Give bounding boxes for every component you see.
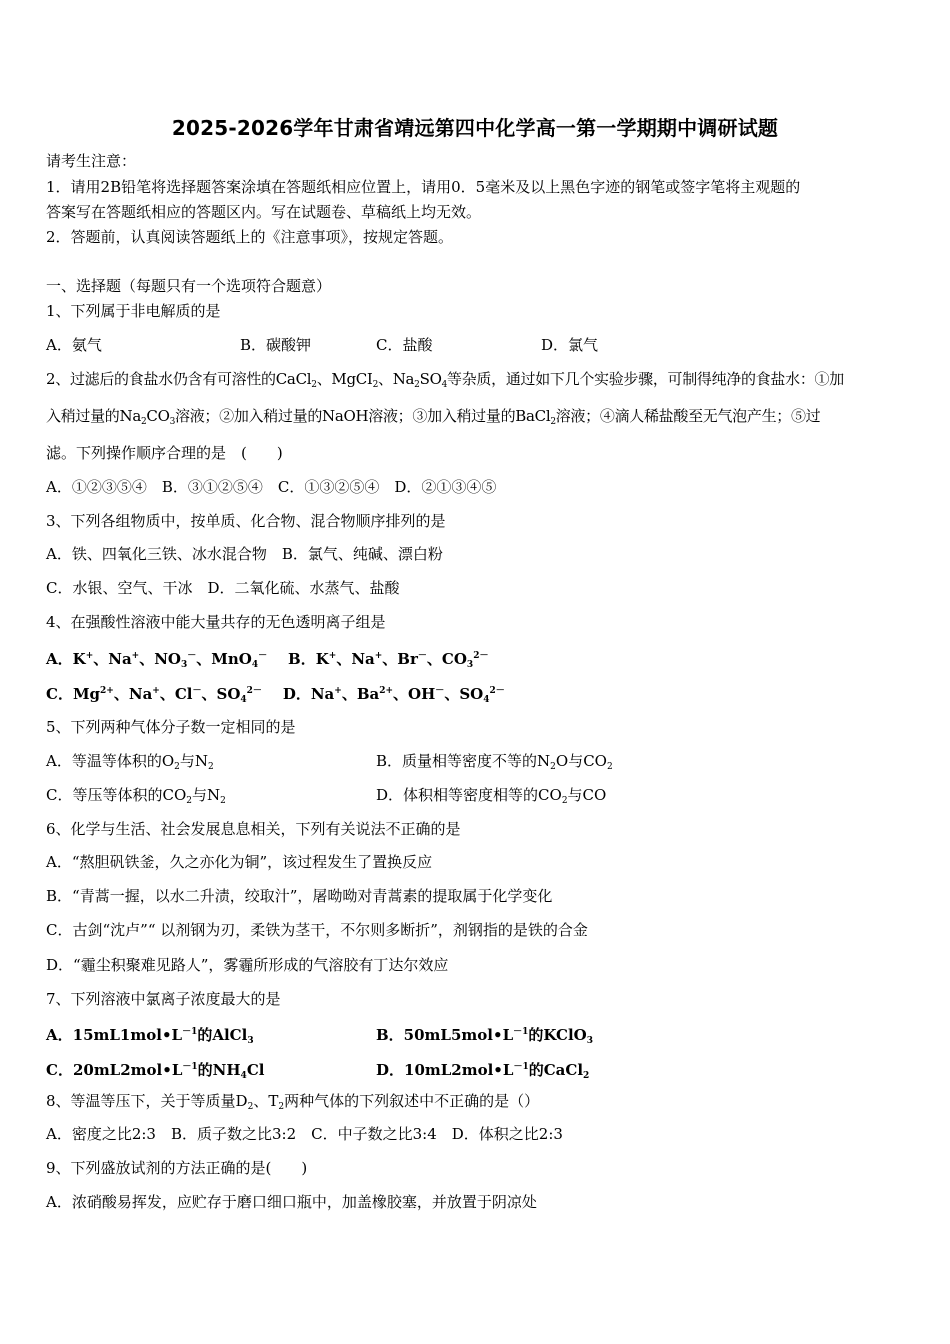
q7-option-b: B．$50mL5mol•L^{-1}$的KClO$_3$ [376,1026,593,1046]
q4-options-ab: A．K+、Na+、$NO_3^-$、MnO$_4$－ B．K+、Na+、Br－、$CO_3^{2-}$ [46,650,489,670]
q5-option-a: A．等温等体积的$O_2$与$N_2$ [46,752,214,772]
q2-stem-line-1: 2、过滤后的食盐水仍含有可溶性的CaCl$_2$、MgCI$_2$、$Na_2SO_4$等杂质，通过如下几个实验步骤，可制得纯净的食盐水：①加 [46,370,844,390]
q5-option-c: C．等压等体积的$CO_2$与$N_2$ [46,786,226,806]
notice-item-1a: 1．请用2B铅笔将选择题答案涂填在答题纸相应位置上，请用0．5毫米及以上黑色字迹的钢笔或签字笔将主观题的 [46,178,801,196]
section-heading: 一、选择题（每题只有一个选项符合题意） [46,277,332,295]
q8-stem: 8、等温等压下，关于等质量$D_2$、$T_2$两种气体的下列叙述中不正确的是（） [46,1092,540,1112]
q3-options-cd: C．水银、空气、干冰 D．二氧化硫、水蒸气、盐酸 [46,579,400,597]
q9-option-a: A．浓硝酸易挥发，应贮存于磨口细口瓶中，加盖橡胶塞，并放置于阴凉处 [46,1193,537,1211]
q2-stem-line-3: 滤。下列操作顺序合理的是 ( ) [46,444,283,462]
q1-stem: 1、下列属于非电解质的是 [46,302,221,320]
q7-option-c: C．$20mL2mol•L^{-1}$的$NH_4Cl$ [46,1061,265,1081]
q1-option-c: C．盐酸 [376,336,433,354]
q1-options [46,335,906,355]
notice-heading: 请考生注意： [46,152,137,170]
q6-option-b: B．“青蒿一握，以水二升渍，绞取汁”，屠呦呦对青蒿素的提取属于化学变化 [46,887,553,905]
q7-option-a: A．$15mL1mol•L^{-1}$的AlCl$_3$ [46,1026,254,1046]
q8-options: A．密度之比2:3 B．质子数之比3:2 C．中子数之比3:4 D．体积之比2:3 [46,1125,563,1143]
q5-option-d: D．体积相等密度相等的$CO_2$与CO [376,786,607,806]
q5-stem: 5、下列两种气体分子数一定相同的是 [46,718,296,736]
q2-options: A．①②③⑤④ B．③①②⑤④ C．①③②⑤④ D．②①③④⑤ [46,478,497,496]
q1-option-d: D．氯气 [541,336,599,354]
q9-stem: 9、下列盛放试剂的方法正确的是( ) [46,1159,308,1177]
q7-option-d: D．$10mL2mol•L^{-1}$的CaCl$_2$ [376,1061,590,1081]
q6-option-a: A．“熬胆矾铁釜，久之亦化为铜”，该过程发生了置换反应 [46,853,433,871]
q1-option-a: A．氨气 [46,336,102,354]
q2-stem-line-2: 入稍过量的$Na_2CO_3$溶液；②加入稍过量的NaOH溶液；③加入稍过量的BaCl$_2$溶液；④滴人稀盐酸至无气泡产生；⑤过 [46,407,821,427]
q5-option-b: B．质量相等密度不等的$N_2O$与$CO_2$ [376,752,613,772]
notice-item-2: 2．答题前，认真阅读答题纸上的《注意事项》，按规定答题。 [46,228,454,246]
q4-stem: 4、在强酸性溶液中能大量共存的无色透明离子组是 [46,613,386,631]
q6-option-d: D．“霾尘积聚难见路人”，雾霾所形成的气溶胶有丁达尔效应 [46,956,449,974]
notice-item-1b: 答案写在答题纸相应的答题区内。写在试题卷、草稿纸上均无效。 [46,203,482,221]
q7-stem: 7、下列溶液中氯离子浓度最大的是 [46,990,281,1008]
q1-option-b: B．碳酸钾 [240,336,312,354]
exam-title: 2025-2026学年甘肃省靖远第四中化学高一第一学期期中调研试题 [171,116,779,140]
q6-option-c: C．古剑“沈卢”“ 以剂钢为刃，柔铁为茎干，不尔则多断折”，剂钢指的是铁的合金 [46,921,588,939]
q6-stem: 6、化学与生活、社会发展息息相关，下列有关说法不正确的是 [46,820,461,838]
q4-options-cd: C．$Mg^{2+}$、Na+、Cl－、$SO_4^{2-}$ D．Na+、$Ba^{2+}$、OH－、$SO_4^{2-}$ [46,685,505,705]
q3-stem: 3、下列各组物质中，按单质、化合物、混合物顺序排列的是 [46,512,446,530]
q3-options-ab: A．铁、四氧化三铁、冰水混合物 B．氯气、纯碱、漂白粉 [46,545,443,563]
